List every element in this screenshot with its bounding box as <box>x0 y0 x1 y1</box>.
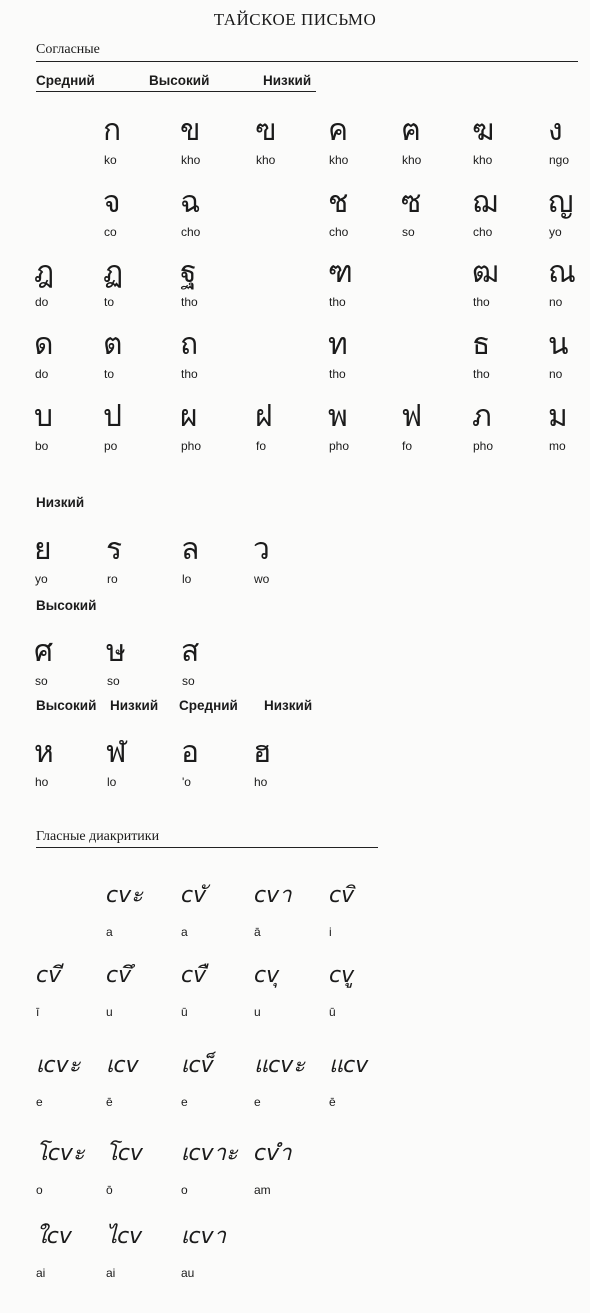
thai-consonant-glyph: ฮ <box>253 735 272 770</box>
thai-consonant-glyph: ร <box>106 532 123 567</box>
thai-consonant-glyph: น <box>548 327 569 362</box>
vowel-diacritic-cell <box>254 885 324 945</box>
consonant-transliteration: cho <box>473 225 493 239</box>
vowel-transliteration: e <box>36 1095 43 1109</box>
consonant-transliteration: bo <box>35 439 49 453</box>
thai-consonant-glyph: ข <box>180 113 201 148</box>
thai-consonant-glyph: จ <box>103 185 121 220</box>
consonant-transliteration: so <box>402 225 415 239</box>
vowel-transliteration: u <box>254 1005 261 1019</box>
vowel-transliteration: ē <box>329 1095 336 1109</box>
thai-consonant-glyph: ฆ <box>472 113 495 148</box>
thai-consonant-glyph: ฑ <box>328 255 353 290</box>
thai-consonant-glyph: ฟ <box>401 399 423 434</box>
vowel-transliteration: ū <box>329 1005 336 1019</box>
vowel-diacritic-cell <box>106 965 176 1025</box>
consonant-transliteration: yo <box>35 572 48 586</box>
consonant-transliteration: kho <box>329 153 349 167</box>
vowel-diacritic-glyph: cvี <box>36 963 62 988</box>
vowel-diacritic-cell <box>329 1055 399 1115</box>
vowel-transliteration: ā <box>254 925 261 939</box>
vowel-transliteration: a <box>106 925 113 939</box>
thai-consonant-glyph: ฉ <box>180 185 201 220</box>
vowel-diacritic-cell <box>329 965 399 1025</box>
vowel-diacritic-glyph: cvู <box>329 963 355 988</box>
thai-consonant-glyph: พ <box>328 399 348 434</box>
vowel-diacritic-cell <box>181 1226 251 1286</box>
page-title: ТАЙСКОЕ ПИСЬМО <box>213 10 377 29</box>
group-mixed-label-2: Низкий <box>110 698 159 713</box>
vowel-diacritic-glyph: ไcv <box>106 1224 143 1249</box>
vowel-diacritic-cell <box>106 1055 176 1115</box>
vowel-diacritic-glyph: cvะ <box>106 883 143 908</box>
vowel-transliteration: ī <box>36 1005 40 1019</box>
vowel-diacritic-cell <box>254 1143 324 1203</box>
thai-consonant-glyph: ต <box>103 327 123 362</box>
vowel-diacritic-glyph: เcvา <box>181 1224 226 1249</box>
vowel-diacritic-glyph: เcvะ <box>36 1053 81 1078</box>
consonant-transliteration: fo <box>256 439 267 453</box>
thai-consonant-glyph: ฌ <box>472 185 498 220</box>
vowel-transliteration: e <box>254 1095 261 1109</box>
consonant-transliteration: wo <box>254 572 270 586</box>
vowel-diacritic-glyph: โcvะ <box>36 1141 85 1166</box>
consonant-transliteration: kho <box>256 153 276 167</box>
consonant-transliteration: do <box>35 295 49 309</box>
vowel-transliteration: o <box>181 1183 188 1197</box>
group-mixed-label-3: Средний <box>179 698 238 713</box>
thai-consonant-glyph: ผ <box>180 399 198 434</box>
vowel-transliteration: au <box>181 1266 195 1280</box>
consonant-transliteration: yo <box>549 225 562 239</box>
vowel-diacritic-glyph: ใcv <box>36 1224 72 1249</box>
vowels-rule <box>36 847 378 848</box>
vowel-transliteration: i <box>329 925 332 939</box>
thai-consonant-glyph: ฃ <box>255 113 277 148</box>
thai-consonant-glyph: ห <box>34 735 54 770</box>
thai-consonant-glyph: บ <box>34 399 54 434</box>
consonant-transliteration: tho <box>329 367 346 381</box>
vowel-diacritic-cell <box>106 1226 176 1286</box>
class-header-low: Низкий <box>263 73 312 88</box>
thai-consonant-glyph: ง <box>548 113 563 148</box>
thai-consonant-glyph: ค <box>328 113 349 148</box>
thai-consonant-glyph: ณ <box>548 255 576 290</box>
thai-consonant-glyph: อ <box>181 735 200 770</box>
vowel-transliteration: a <box>181 925 188 939</box>
consonant-transliteration: tho <box>473 295 490 309</box>
vowel-diacritic-glyph: เcv <box>106 1053 139 1078</box>
consonant-transliteration: tho <box>473 367 490 381</box>
thai-consonant-glyph: ล <box>181 532 200 567</box>
vowel-transliteration: ū <box>181 1005 188 1019</box>
thai-consonant-glyph: ฅ <box>401 113 422 148</box>
vowel-diacritic-cell <box>181 965 251 1025</box>
consonant-transliteration: so <box>35 674 48 688</box>
vowel-diacritic-cell <box>36 1226 106 1286</box>
vowel-diacritic-glyph: cvั <box>181 883 207 908</box>
vowel-diacritic-glyph: cvื <box>181 963 207 988</box>
consonant-transliteration: pho <box>329 439 350 453</box>
thai-consonant-glyph: ก <box>103 113 122 148</box>
vowel-transliteration: ē <box>106 1095 113 1109</box>
consonant-transliteration: do <box>35 367 49 381</box>
thai-consonant-glyph: ศ <box>34 634 54 669</box>
vowel-diacritic-glyph: cvึ <box>106 963 132 988</box>
consonant-transliteration: kho <box>473 153 493 167</box>
thai-consonant-glyph: ถ <box>180 327 199 362</box>
vowel-diacritic-glyph: แcv <box>329 1053 369 1078</box>
consonant-transliteration: no <box>549 295 563 309</box>
consonant-transliteration: pho <box>473 439 494 453</box>
consonant-transliteration: ko <box>104 153 117 167</box>
consonant-transliteration: tho <box>181 295 198 309</box>
consonant-transliteration: ro <box>107 572 118 586</box>
group-mixed-label-4: Низкий <box>264 698 313 713</box>
group-mixed-label-1: Высокий <box>36 698 97 713</box>
group-low-label: Низкий <box>36 495 85 510</box>
thai-consonant-glyph: ซ <box>401 185 422 220</box>
consonants-rule <box>36 61 578 62</box>
thai-consonant-glyph: ญ <box>548 185 574 220</box>
vowels-heading: Гласные диакритики <box>36 829 160 844</box>
vowel-transliteration: ai <box>106 1266 116 1280</box>
thai-consonant-glyph: ธ <box>472 327 491 362</box>
thai-consonant-glyph: ฒ <box>472 255 500 290</box>
vowel-diacritic-glyph: เcv็ <box>181 1053 214 1078</box>
vowel-diacritic-glyph: โcv <box>106 1141 143 1166</box>
consonant-transliteration: no <box>549 367 563 381</box>
consonant-transliteration: kho <box>181 153 201 167</box>
vowel-diacritic-cell <box>36 1055 106 1115</box>
thai-consonant-glyph: ป <box>103 399 123 434</box>
consonant-transliteration: cho <box>181 225 201 239</box>
thai-consonant-glyph: ฝ <box>255 399 273 434</box>
consonant-transliteration: mo <box>549 439 566 453</box>
thai-consonant-glyph: ฐ <box>180 255 197 290</box>
thai-consonant-glyph: ด <box>34 327 54 362</box>
consonant-transliteration: so <box>107 674 120 688</box>
vowel-diacritic-glyph: cvา <box>254 883 292 908</box>
consonant-transliteration: lo <box>182 572 192 586</box>
vowel-transliteration: ai <box>36 1266 46 1280</box>
class-header-high: Высокий <box>149 73 210 88</box>
vowel-diacritic-glyph: cvำ <box>254 1141 292 1166</box>
thai-consonant-glyph: ว <box>253 532 270 567</box>
consonant-transliteration: lo <box>107 775 117 789</box>
consonant-transliteration: to <box>104 367 115 381</box>
thai-consonant-glyph: ฬ <box>106 735 127 770</box>
vowel-diacritic-cell <box>181 1055 251 1115</box>
thai-consonant-glyph: ส <box>181 634 200 669</box>
vowel-diacritic-cell <box>254 965 324 1025</box>
consonant-transliteration: so <box>182 674 195 688</box>
thai-consonant-glyph: ฎ <box>34 255 55 290</box>
consonant-transliteration: 'o <box>182 775 191 789</box>
vowel-diacritic-cell <box>329 885 399 945</box>
consonants-heading: Согласные <box>36 42 100 57</box>
vowel-diacritic-cell <box>181 1143 251 1203</box>
vowel-transliteration: ō <box>106 1183 113 1197</box>
vowel-diacritic-cell <box>36 965 106 1025</box>
thai-consonant-glyph: ภ <box>472 399 492 434</box>
vowel-transliteration: am <box>254 1183 271 1197</box>
consonant-transliteration: ngo <box>549 153 570 167</box>
vowel-diacritic-cell <box>36 1143 106 1203</box>
vowel-diacritic-glyph: cvิ <box>329 883 355 908</box>
thai-consonant-glyph: ม <box>548 399 568 434</box>
consonant-transliteration: to <box>104 295 115 309</box>
vowel-transliteration: u <box>106 1005 113 1019</box>
consonant-transliteration: ho <box>35 775 49 789</box>
vowel-diacritic-cell <box>106 1143 176 1203</box>
consonant-transliteration: co <box>104 225 117 239</box>
vowel-diacritic-cell <box>254 1055 324 1115</box>
vowel-diacritic-glyph: cvุ <box>254 963 280 988</box>
consonant-transliteration: fo <box>402 439 413 453</box>
vowel-diacritic-glyph: แcvะ <box>254 1053 306 1078</box>
class-header-middle: Средний <box>36 73 95 88</box>
thai-consonant-glyph: ช <box>328 185 349 220</box>
thai-consonant-glyph: ษ <box>106 634 126 669</box>
vowel-diacritic-cell <box>106 885 176 945</box>
vowel-diacritic-cell <box>181 885 251 945</box>
thai-consonant-glyph: ย <box>34 532 52 567</box>
vowel-transliteration: o <box>36 1183 43 1197</box>
thai-consonant-glyph: ฏ <box>103 255 124 290</box>
consonant-transliteration: tho <box>181 367 198 381</box>
consonant-transliteration: po <box>104 439 118 453</box>
consonant-transliteration: pho <box>181 439 202 453</box>
group-high-label: Высокий <box>36 598 97 613</box>
vowel-transliteration: e <box>181 1095 188 1109</box>
vowel-diacritic-glyph: เcvาะ <box>181 1141 238 1166</box>
thai-consonant-glyph: ท <box>328 327 348 362</box>
consonant-transliteration: tho <box>329 295 346 309</box>
consonant-transliteration: cho <box>329 225 349 239</box>
consonant-transliteration: kho <box>402 153 422 167</box>
class-header-rule <box>36 91 316 92</box>
consonant-transliteration: ho <box>254 775 268 789</box>
